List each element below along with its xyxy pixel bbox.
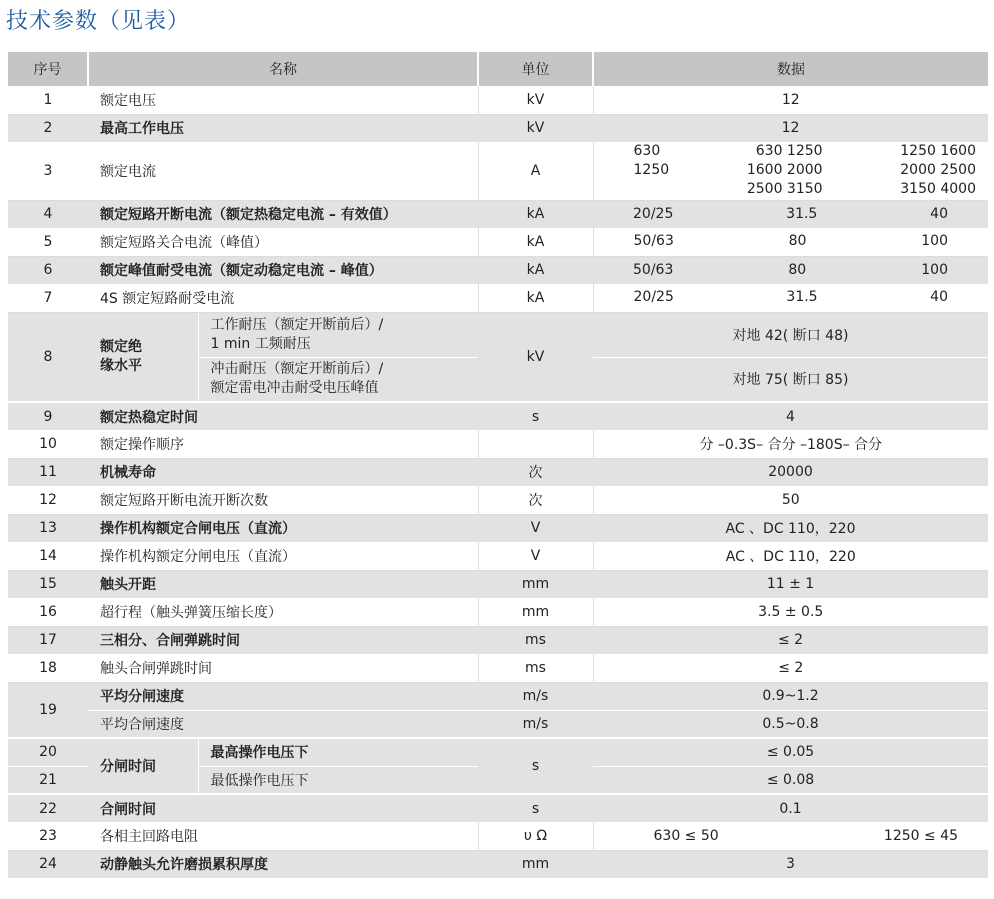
table-row xyxy=(8,850,988,878)
row-unit: V xyxy=(478,542,593,570)
row-unit: mm xyxy=(478,598,593,626)
row-unit: m/s xyxy=(478,682,593,710)
table-row xyxy=(8,142,988,200)
data-col-3: 100 xyxy=(921,233,948,250)
row-no: 5 xyxy=(8,228,88,256)
row-no: 7 xyxy=(8,284,88,312)
row-data: AC 、DC 110，220 xyxy=(593,542,988,570)
row-no: 21 xyxy=(8,766,88,794)
resistance-1250: 1250 ≤ 45 xyxy=(883,827,958,844)
row-name: 额定热稳定时间 xyxy=(88,402,478,430)
row-unit: kV xyxy=(478,312,593,402)
table-row xyxy=(8,430,988,458)
data-col-3: 40 xyxy=(930,205,948,222)
row-unit: υ Ω xyxy=(478,822,593,850)
row-name: 额定电流 xyxy=(88,142,478,200)
row-name: 机械寿命 xyxy=(88,458,478,486)
row-data: ≤ 0.05 xyxy=(593,738,988,766)
row-no: 23 xyxy=(8,822,88,850)
row-unit: ms xyxy=(478,654,593,682)
row-name: 4S 额定短路耐受电流 xyxy=(88,284,478,312)
row-name: 平均分闸速度 xyxy=(88,682,478,710)
row-name: 合闸时间 xyxy=(88,794,478,822)
row-no: 6 xyxy=(8,256,88,284)
table-row xyxy=(8,822,988,850)
data-col-1: 50/63 xyxy=(633,261,674,278)
row-name: 超行程（触头弹簧压缩长度） xyxy=(88,598,478,626)
row-name: 操作机构额定合闸电压（直流） xyxy=(88,514,478,542)
row-data: 对地 42( 断口 48) xyxy=(593,312,988,357)
table-row xyxy=(8,626,988,654)
data-col-2: 31.5 xyxy=(786,205,818,222)
row-unit: kA xyxy=(478,256,593,284)
row-name: 各相主回路电阻 xyxy=(88,822,478,850)
row-data: 对地 75( 断口 85) xyxy=(593,357,988,402)
row-no: 19 xyxy=(8,682,88,738)
row-unit: m/s xyxy=(478,710,593,738)
data-col-2: 31.5 xyxy=(786,289,818,306)
data-col-1: 20/25 xyxy=(633,205,674,222)
row-no: 13 xyxy=(8,514,88,542)
table-row xyxy=(8,312,988,357)
row-data: 0.9~1.2 xyxy=(593,682,988,710)
row-name: 额定短路关合电流（峰值） xyxy=(88,228,478,256)
row-no: 24 xyxy=(8,850,88,878)
row-no: 1 xyxy=(8,86,88,114)
table-row xyxy=(8,738,988,766)
row-data: ≤ 2 xyxy=(593,626,988,654)
table-row xyxy=(8,200,988,228)
row-unit: 次 xyxy=(478,458,593,486)
table-row xyxy=(8,486,988,514)
table-row xyxy=(8,570,988,598)
row-no: 12 xyxy=(8,486,88,514)
row-name: 额定短路开断电流开断次数 xyxy=(88,486,478,514)
row-unit: A xyxy=(478,142,593,200)
row-data xyxy=(593,142,988,200)
header-name: 名称 xyxy=(88,52,478,86)
row-sub-name: 最高操作电压下 xyxy=(198,738,478,766)
table-row xyxy=(8,542,988,570)
row-no: 20 xyxy=(8,738,88,766)
current-group-3: 1250 1600 2000 2500 3150 4000 xyxy=(900,143,976,198)
table-row xyxy=(8,86,988,114)
row-unit: kV xyxy=(478,86,593,114)
row-name: 触头开距 xyxy=(88,570,478,598)
current-group-1: 630 1250 xyxy=(633,143,670,179)
data-col-3: 100 xyxy=(921,261,948,278)
insulation-sub-1: 工作耐压（额定开断前后）/ 1 min 工频耐压 xyxy=(198,312,478,357)
data-col-1: 50/63 xyxy=(633,233,674,250)
row-data xyxy=(593,228,988,256)
table-row xyxy=(8,654,988,682)
row-unit: 次 xyxy=(478,486,593,514)
row-data xyxy=(593,822,988,850)
table-row xyxy=(8,114,988,142)
row-unit xyxy=(478,430,593,458)
row-no: 10 xyxy=(8,430,88,458)
row-data: 0.1 xyxy=(593,794,988,822)
row-no: 4 xyxy=(8,200,88,228)
row-data xyxy=(593,256,988,284)
row-no: 15 xyxy=(8,570,88,598)
row-name: 额定短路开断电流（额定热稳定电流 – 有效值） xyxy=(88,200,478,228)
row-name: 操作机构额定分闸电压（直流） xyxy=(88,542,478,570)
row-data: ≤ 0.08 xyxy=(593,766,988,794)
row-no: 11 xyxy=(8,458,88,486)
row-no: 3 xyxy=(8,142,88,200)
row-no: 18 xyxy=(8,654,88,682)
header-unit: 单位 xyxy=(478,52,593,86)
row-name: 三相分、合闸弹跳时间 xyxy=(88,626,478,654)
row-no: 2 xyxy=(8,114,88,142)
row-no: 17 xyxy=(8,626,88,654)
row-name: 平均合闸速度 xyxy=(88,710,478,738)
header-data: 数据 xyxy=(593,52,988,86)
row-data: 20000 xyxy=(593,458,988,486)
row-unit: V xyxy=(478,514,593,542)
table-row xyxy=(8,402,988,430)
row-data: 0.5~0.8 xyxy=(593,710,988,738)
row-unit: mm xyxy=(478,570,593,598)
current-group-2: 630 1250 1600 2000 2500 3150 xyxy=(746,143,823,198)
row-unit: ms xyxy=(478,626,593,654)
row-name: 额定峰值耐受电流（额定动稳定电流 – 峰值） xyxy=(88,256,478,284)
row-unit: s xyxy=(478,738,593,794)
row-name: 动静触头允许磨损累积厚度 xyxy=(88,850,478,878)
row-data: 50 xyxy=(593,486,988,514)
table-row xyxy=(8,710,988,738)
table-row xyxy=(8,598,988,626)
row-data: 12 xyxy=(593,86,988,114)
row-no: 8 xyxy=(8,312,88,402)
row-unit: kV xyxy=(478,114,593,142)
row-no: 9 xyxy=(8,402,88,430)
data-col-2: 80 xyxy=(788,261,807,278)
row-name: 最高工作电压 xyxy=(88,114,478,142)
row-name: 触头合闸弹跳时间 xyxy=(88,654,478,682)
row-no: 16 xyxy=(8,598,88,626)
row-data: 12 xyxy=(593,114,988,142)
row-data: ≤ 2 xyxy=(593,654,988,682)
row-unit: kA xyxy=(478,284,593,312)
row-data: 11 ± 1 xyxy=(593,570,988,598)
resistance-630: 630 ≤ 50 xyxy=(653,827,719,844)
table-row xyxy=(8,256,988,284)
row-unit: s xyxy=(478,794,593,822)
table-row xyxy=(8,794,988,822)
open-time-group-label: 分闸时间 xyxy=(88,738,198,794)
row-sub-name: 最低操作电压下 xyxy=(198,766,478,794)
spec-table xyxy=(8,52,988,878)
page-title: 技术参数（见表） xyxy=(6,9,191,34)
row-unit: s xyxy=(478,402,593,430)
row-unit: mm xyxy=(478,850,593,878)
insulation-sub-2: 冲击耐压（额定开断前后）/ 额定雷电冲击耐受电压峰值 xyxy=(198,357,478,402)
row-data: 分 –0.3S– 合分 –180S– 合分 xyxy=(593,430,988,458)
row-data xyxy=(593,284,988,312)
row-data xyxy=(593,200,988,228)
row-no: 14 xyxy=(8,542,88,570)
data-col-3: 40 xyxy=(930,289,948,306)
row-data: 4 xyxy=(593,402,988,430)
table-row xyxy=(8,458,988,486)
row-data: 3.5 ± 0.5 xyxy=(593,598,988,626)
header-no: 序号 xyxy=(8,52,88,86)
row-unit: kA xyxy=(478,200,593,228)
table-row xyxy=(8,514,988,542)
row-data: AC 、DC 110，220 xyxy=(593,514,988,542)
data-col-2: 80 xyxy=(788,233,807,250)
table-row xyxy=(8,284,988,312)
row-name: 额定操作顺序 xyxy=(88,430,478,458)
table-row xyxy=(8,682,988,710)
insulation-group-label: 额定绝 缘水平 xyxy=(88,312,198,402)
table-row xyxy=(8,228,988,256)
table-header xyxy=(8,52,988,86)
row-unit: kA xyxy=(478,228,593,256)
row-no: 22 xyxy=(8,794,88,822)
data-col-1: 20/25 xyxy=(633,289,674,306)
row-data: 3 xyxy=(593,850,988,878)
row-name: 额定电压 xyxy=(88,86,478,114)
